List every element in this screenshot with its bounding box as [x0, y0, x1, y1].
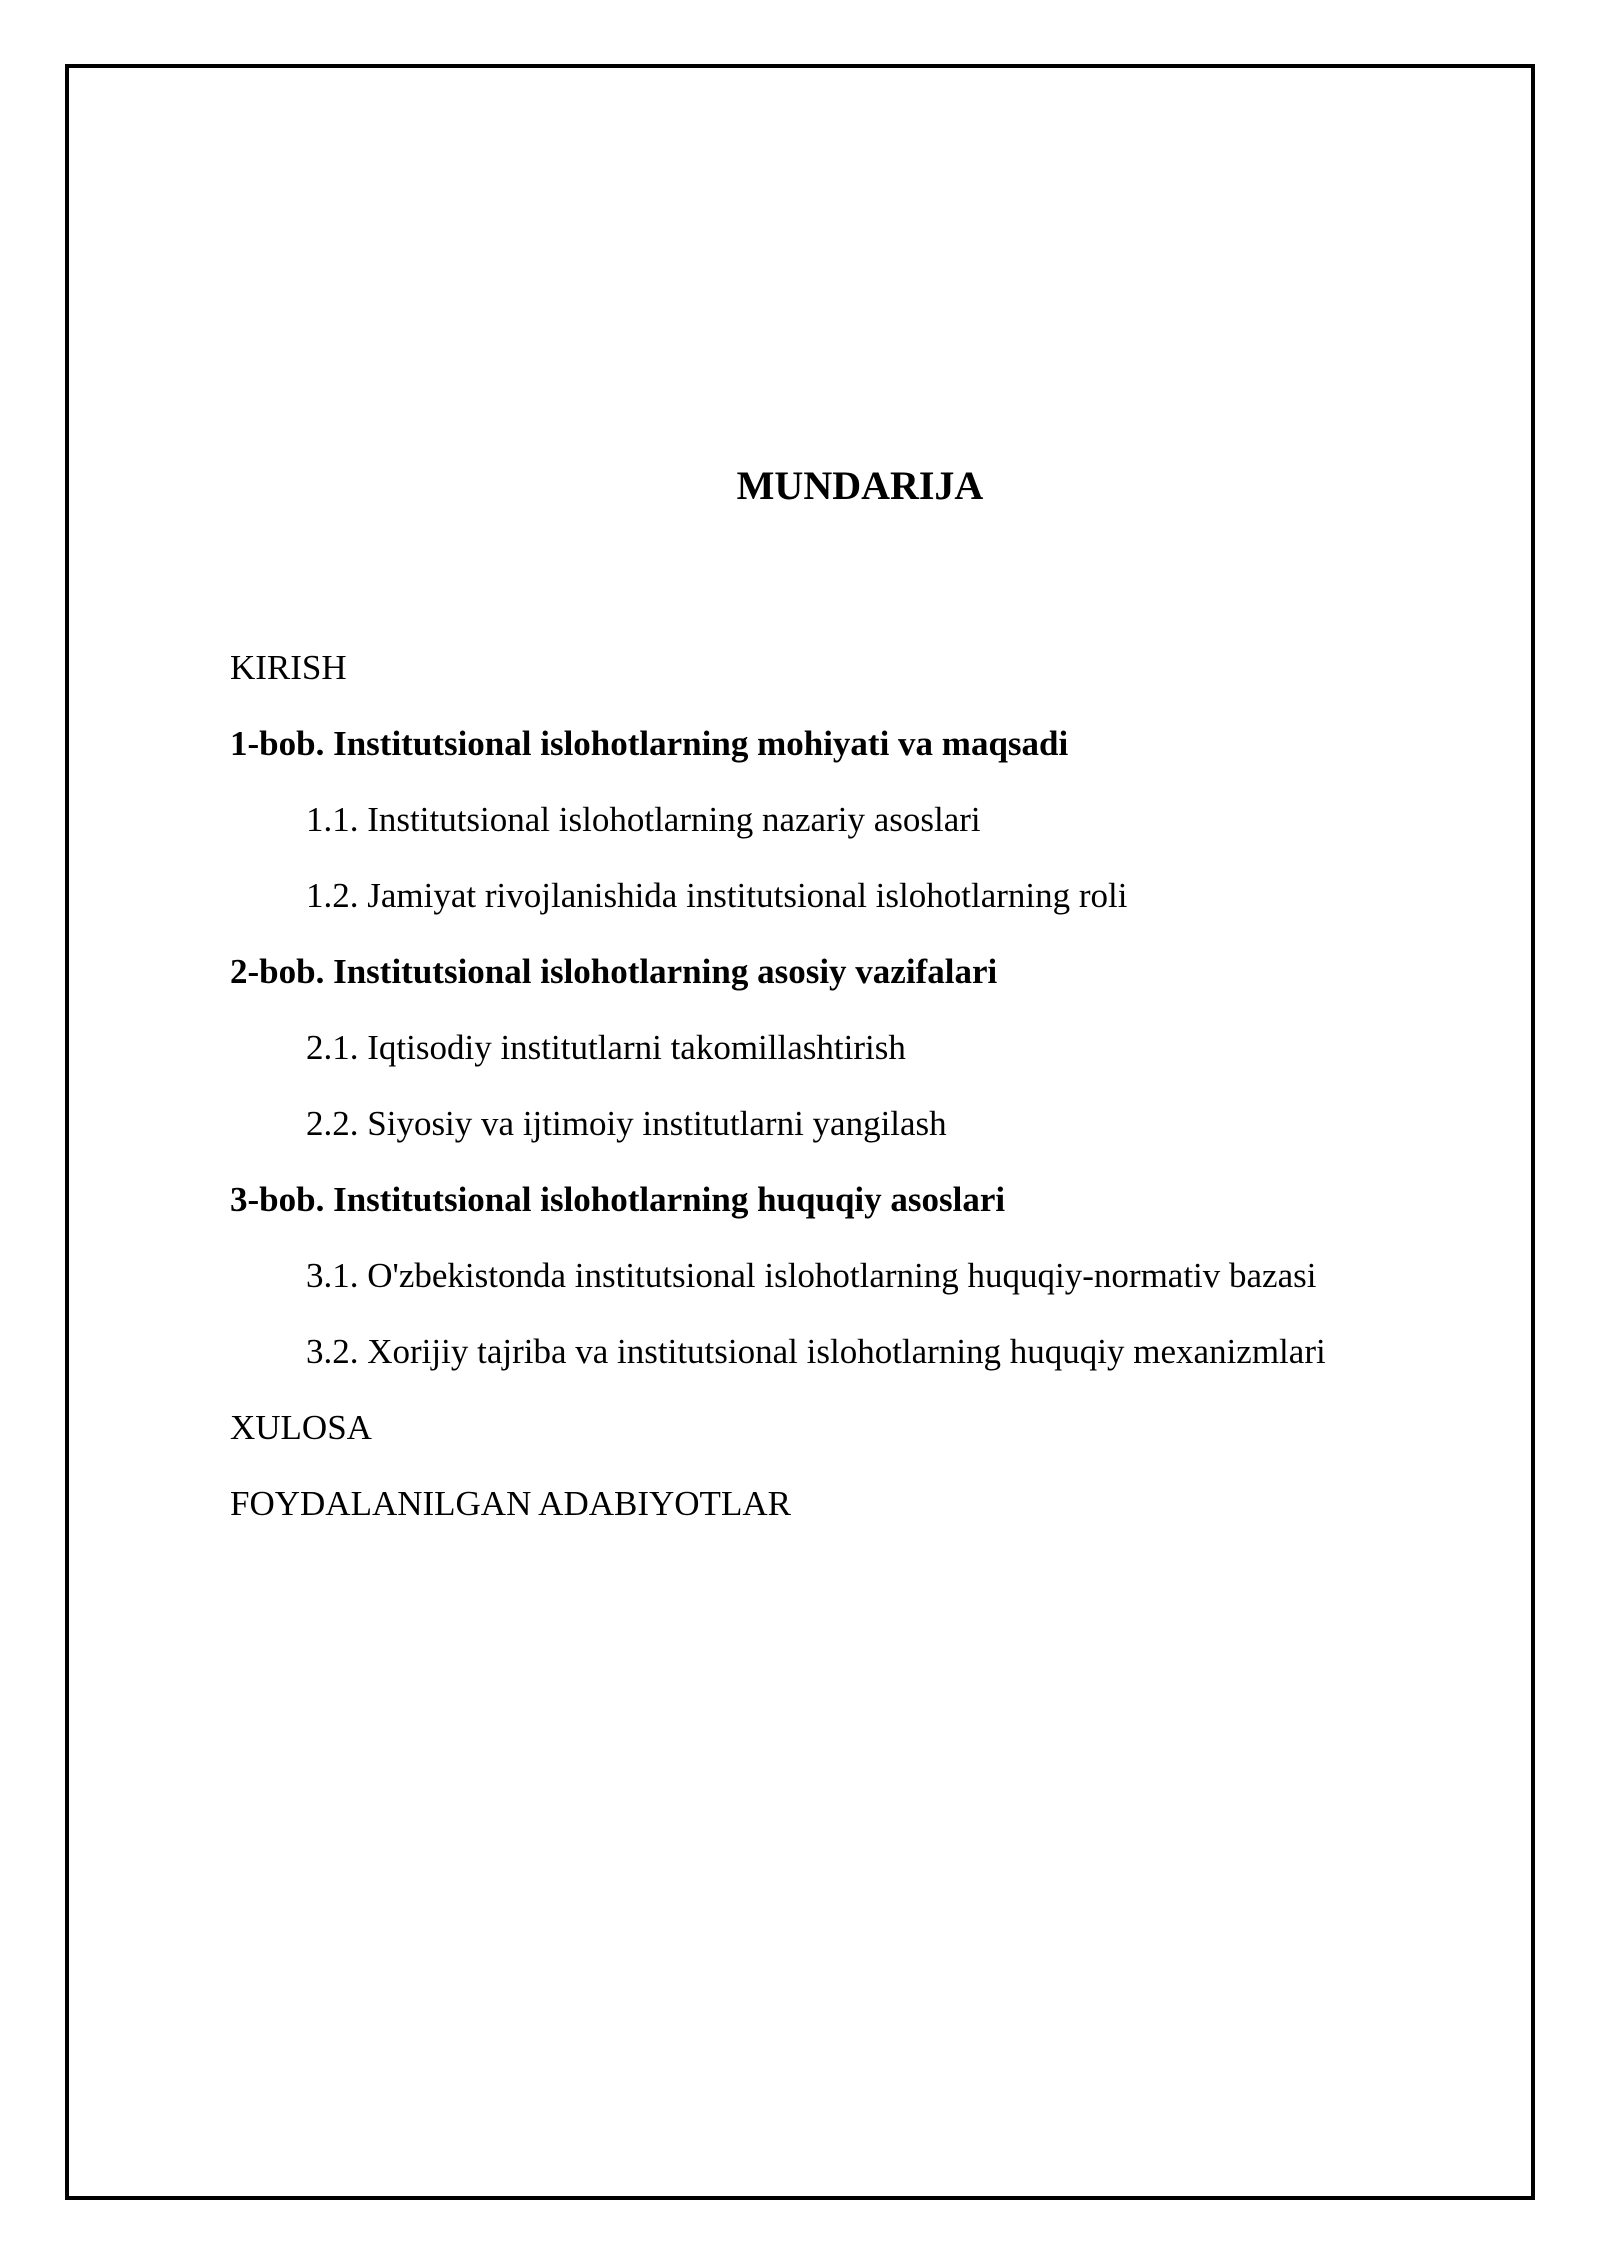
toc-entry-kirish: KIRISH: [230, 648, 347, 687]
toc-chapter-1: 1-bob. Institutsional islohotlarning mohiyati va maqsadi: [230, 724, 1069, 763]
toc-entry-xulosa: XULOSA: [230, 1408, 372, 1447]
toc-chapter-3: 3-bob. Institutsional islohotlarning huquqiy asoslari: [230, 1180, 1006, 1219]
toc-entry-references: FOYDALANILGAN ADABIYOTLAR: [230, 1484, 791, 1523]
toc-chapter-2: 2-bob. Institutsional islohotlarning asosiy vazifalari: [230, 952, 998, 991]
toc-section-1-1: 1.1. Institutsional islohotlarning nazariy asoslari: [306, 800, 981, 839]
toc-section-2-2: 2.2. Siyosiy va ijtimoiy institutlarni yangilash: [306, 1104, 947, 1143]
table-of-contents: [230, 640, 1326, 1552]
toc-section-1-2: 1.2. Jamiyat rivojlanishida institutsional islohotlarning roli: [306, 876, 1128, 915]
toc-section-3-2: 3.2. Xorijiy tajriba va institutsional islohotlarning huquqiy mexanizmlari: [306, 1332, 1326, 1371]
toc-section-2-1: 2.1. Iqtisodiy institutlarni takomillashtirish: [306, 1028, 906, 1067]
toc-title: MUNDARIJA: [736, 463, 984, 508]
toc-section-3-1: 3.1. O'zbekistonda institutsional islohotlarning huquqiy-normativ bazasi: [306, 1256, 1317, 1295]
